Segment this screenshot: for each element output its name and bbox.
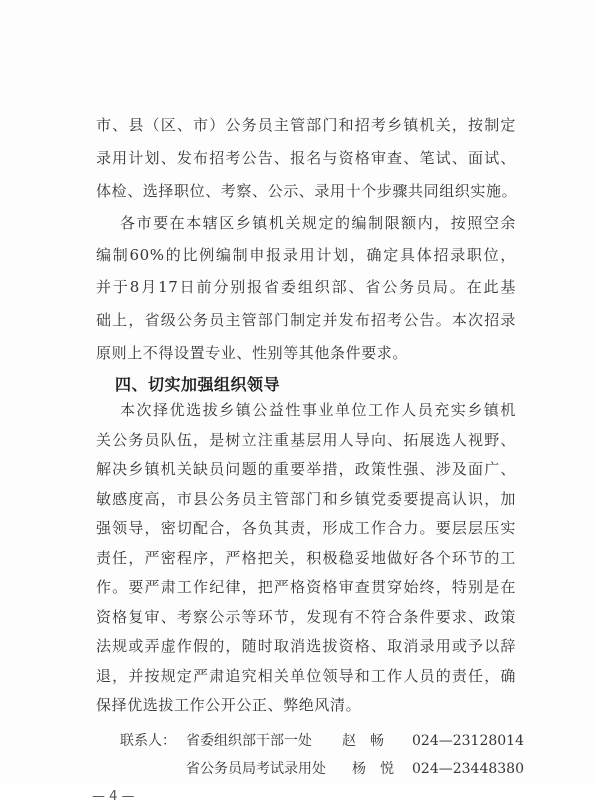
text-line: 础上，省级公务员主管部门制定并发布招考公告。本次招录 — [96, 311, 516, 329]
text-line: 市、县（区、市）公务员主管部门和招考乡镇机关，按制定 — [96, 116, 516, 134]
text-line: 敏感度高，市县公务员主管部门和乡镇党委要提高认识，加 — [96, 490, 516, 508]
text-line: 本次择优选拔乡镇公益性事业单位工作人员充实乡镇机 — [120, 401, 516, 419]
text-line: 法规或弄虚作假的，随时取消选拔资格、取消录用或予以辞 — [96, 637, 516, 655]
text-line: 并于8月17日前分别报省委组织部、省公务员局。在此基 — [96, 278, 516, 296]
text-line: 保择优选拔工作公开公正、弊绝风清。 — [96, 696, 362, 714]
text-line: 责任，严密程序，严格把关，积极稳妥地做好各个环节的工 — [96, 549, 516, 567]
text-line: 编制60%的比例编制申报录用计划，确定具体招录职位， — [96, 246, 516, 264]
text-line: 解决乡镇机关缺员问题的重要举措，政策性强、涉及面广、 — [96, 460, 516, 478]
contact-label: 联系人： — [120, 733, 176, 749]
text-line: 体检、选择职位、考察、公示、录用十个步骤共同组织实施。 — [96, 182, 518, 200]
contact-row — [0, 759, 595, 781]
contact-phone: 024—23128014 — [412, 733, 524, 749]
contact-name: 杨 悦 — [352, 761, 394, 777]
contact-department: 省公务员局考试录用处 — [186, 761, 326, 777]
contact-department: 省委组织部干部一处 — [186, 733, 312, 749]
contact-phone: 024—23448380 — [412, 761, 524, 777]
contact-row — [0, 731, 595, 753]
text-line: 强领导，密切配合，各负其责，形成工作合力。要层层压实 — [96, 519, 516, 537]
text-line: 关公务员队伍，是树立注重基层用人导向、拓展选人视野、 — [96, 431, 516, 449]
text-line: 录用计划、发布招考公告、报名与资格审查、笔试、面试、 — [96, 149, 516, 167]
text-line: 原则上不得设置专业、性别等其他条件要求。 — [96, 344, 409, 362]
text-line: 各市要在本辖区乡镇机关规定的编制限额内，按照空余 — [120, 214, 516, 232]
contact-name: 赵 畅 — [342, 733, 384, 749]
section-heading: 四、切实加强组织领导 — [115, 375, 281, 394]
page-number: — 4 — — [92, 789, 135, 804]
text-line: 退，并按规定严肃追究相关单位领导和工作人员的责任，确 — [96, 667, 516, 685]
text-line: 作。要严肃工作纪律，把严格资格审查贯穿始终，特别是在 — [96, 578, 516, 596]
text-line: 资格复审、考察公示等环节，发现有不符合条件要求、政策 — [96, 608, 516, 626]
